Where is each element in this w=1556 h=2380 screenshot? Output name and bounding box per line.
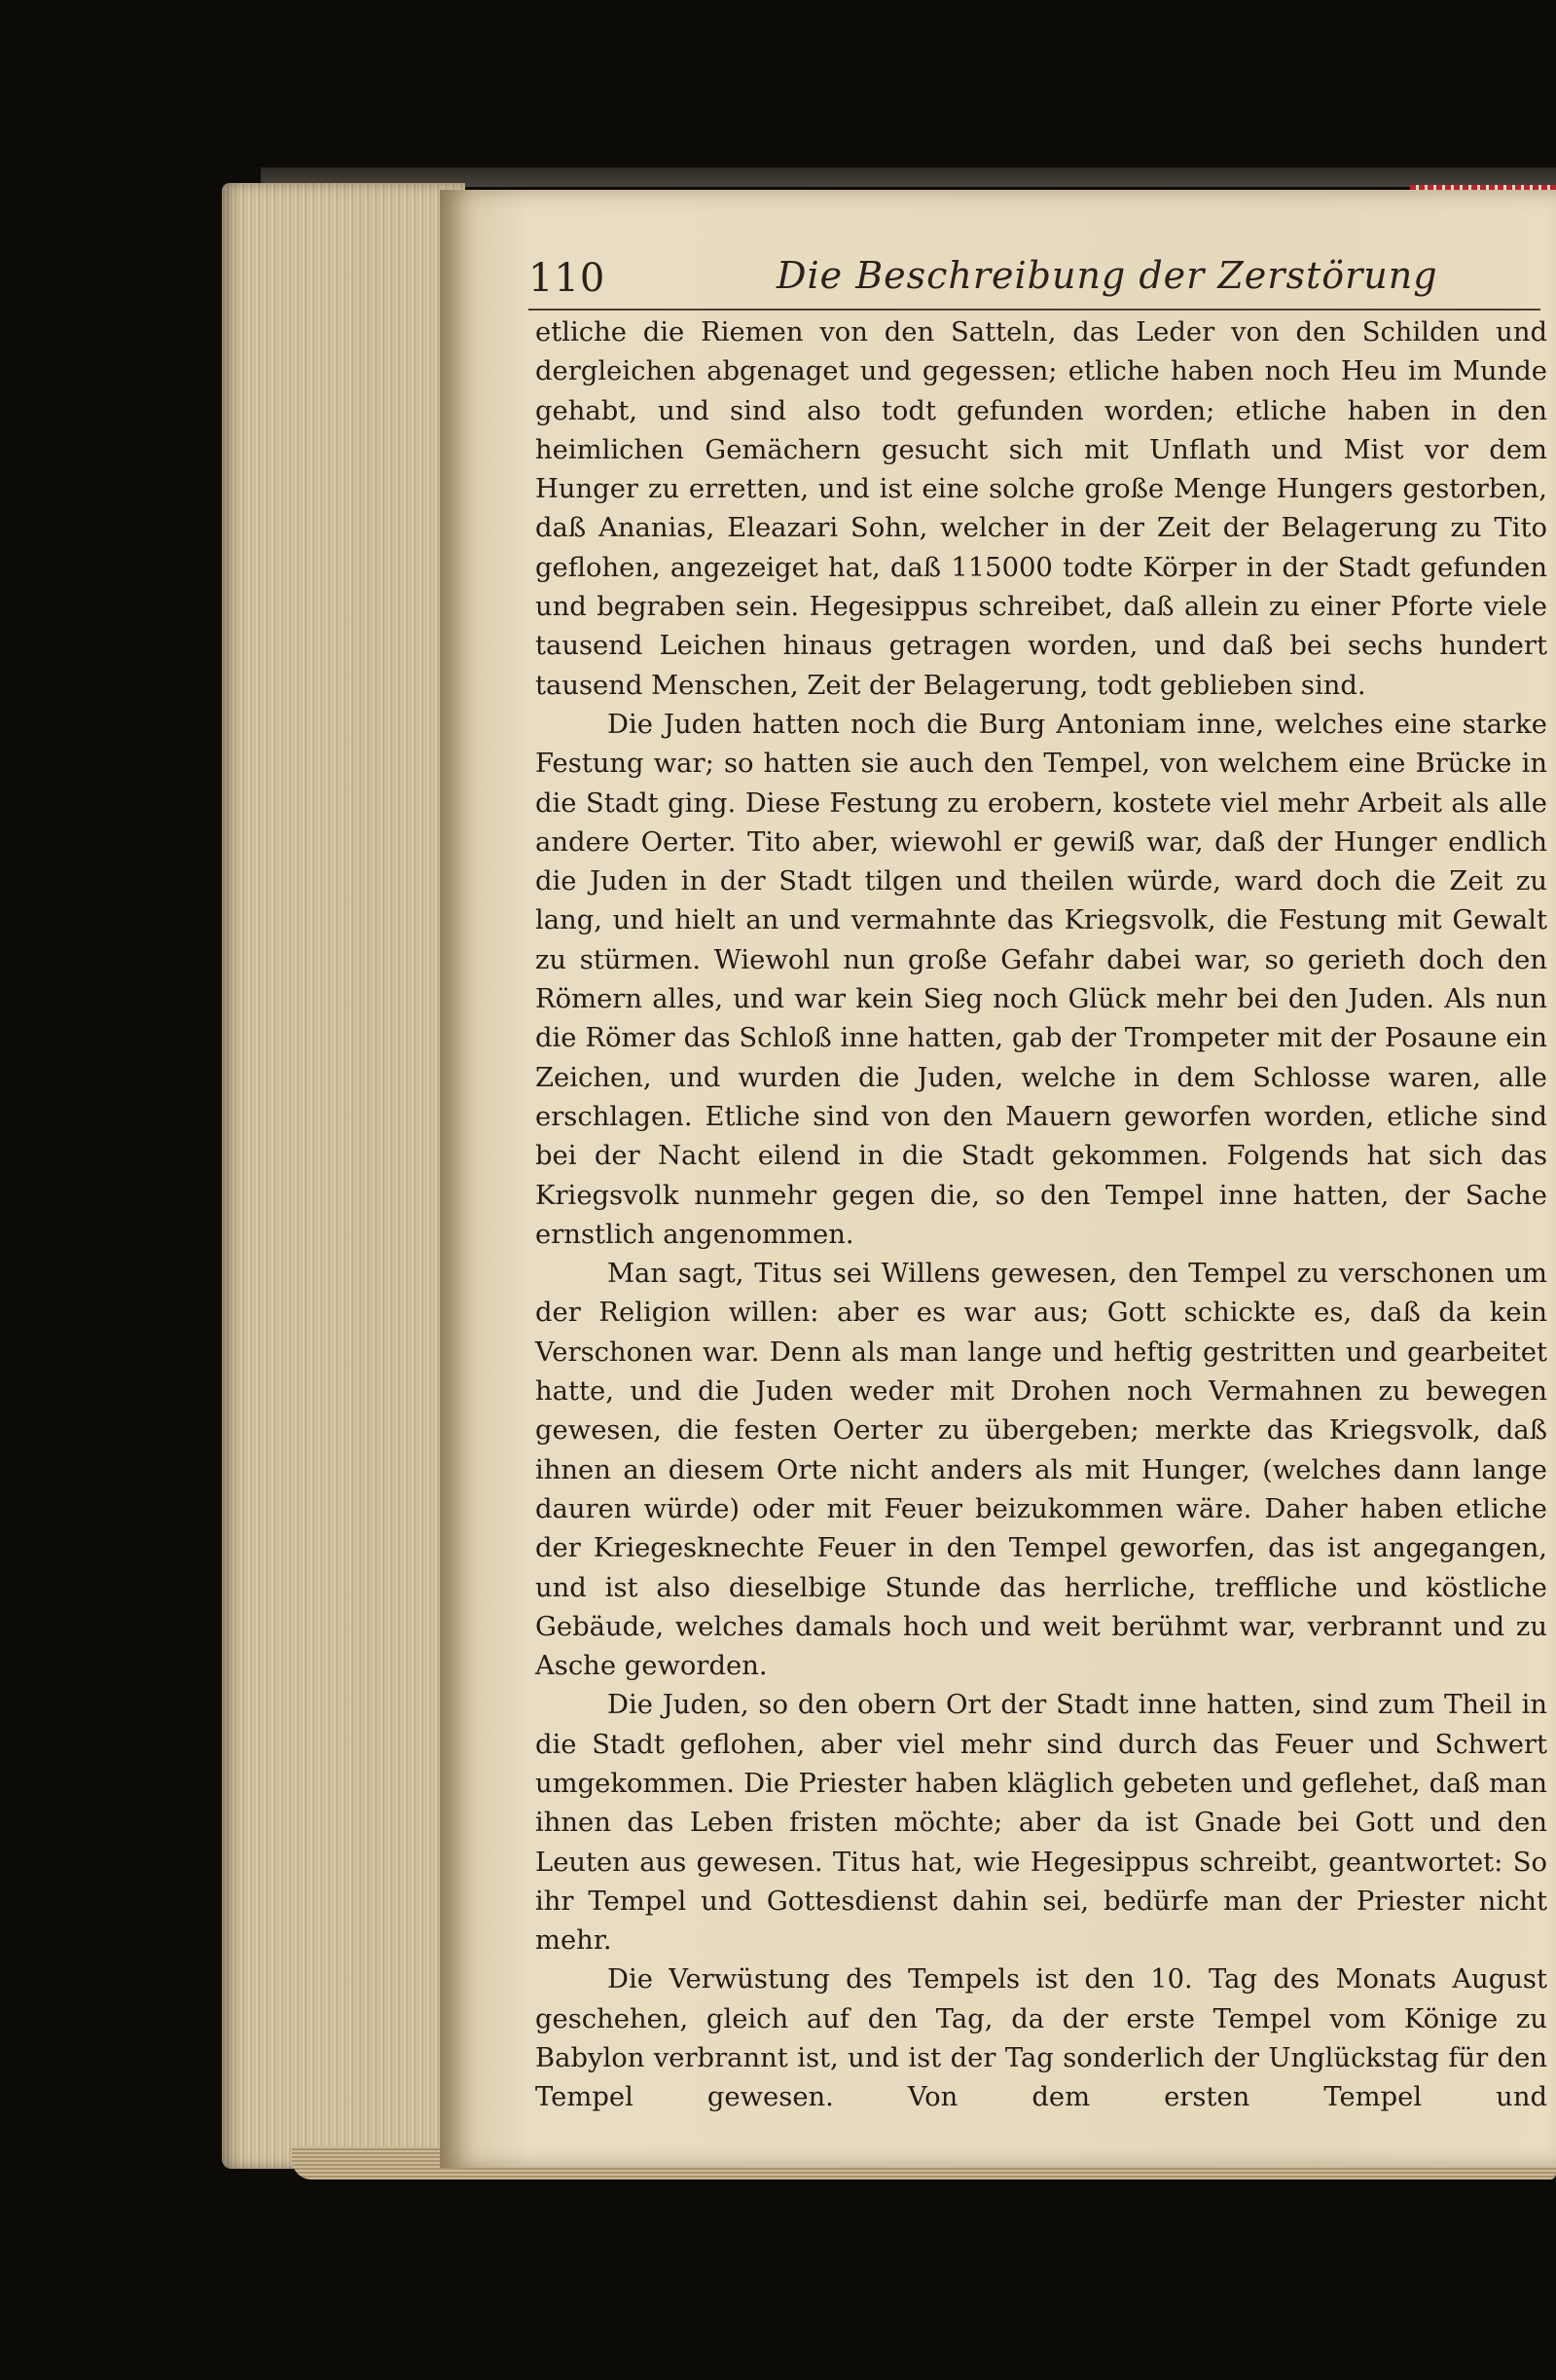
paragraph: Man sagt, Titus sei Willens gewesen, den Tempel zu verschonen um der Religion willen: aber es war aus; Gott schickte es, daß da kein Verschonen war. Denn als man lange und heftig gestritten und gearbeitet hatte, und die Juden weder mit Drohen noch Vermahnen zu bewegen gewesen, die festen Oerter zu übergeben; merkte das Kriegsvolk, daß ihnen an diesem Orte nicht anders als mit Hunger, (welches dann lange dauren würde) oder mit Feuer beizukommen wäre. Daher haben etliche der Kriegesknechte Feuer in den Tempel geworfen, das ist angegangen, und ist also dieselbige Stunde das herrliche, treffliche und köstliche Gebäude, welches damals hoch und weit berühmt war, verbrannt und zu Asche geworden. [535,1259,1547,1682]
paragraph: etliche die Riemen von den Satteln, das Leder von den Schilden und dergleichen abgenaget und gegessen; etliche haben noch Heu im Munde gehabt, und sind also todt gefunden worden; etliche haben in den heimlichen Gemächern gesucht sich mit Unflath und Mist vor dem Hunger zu erretten, und ist eine solche große Menge Hungers gestorben, daß Ananias, Eleazari Sohn, welcher in der Zeit der Belagerung zu Tito geflohen, angezeiget hat, daß 115000 todte Körper in der Stadt gefunden und begraben sein. Hegesippus schreibet, daß allein zu einer Pforte viele tausend Leichen hinaus getragen worden, und daß bei sechs hundert tausend Menschen, Zeit der Belagerung, todt geblieben sind. [535,317,1547,701]
page-number: 110 [528,256,606,301]
body-text [535,313,1547,2118]
page-header [528,248,1540,311]
paragraph: Die Juden, so den obern Ort der Stadt inne hatten, sind zum Theil in die Stadt geflohen, aber viel mehr sind durch das Feuer und Schwert umgekommen. Die Priester haben kläglich gebeten und geflehet, daß man ihnen das Leben fristen möchte; aber da ist Gnade bei Gott und den Leuten aus gewesen. Titus hat, wie Hegesippus schreibt, geantwortet: So ihr Tempel und Gottesdienst dahin sei, bedürfe man der Priester nicht mehr. [535,1690,1547,1957]
page-stack-edge [222,183,465,2169]
running-head: Die Beschreibung der Zerstörung [777,254,1438,297]
paragraph: Die Juden hatten noch die Burg Antoniam inne, welches eine starke Festung war; so hatten sie auch den Tempel, von welchem eine Brücke in die Stadt ging. Diese Festung zu erobern, kostete viel mehr Arbeit als alle andere Oerter. Tito aber, wiewohl er gewiß war, daß der Hunger endlich die Juden in der Stadt tilgen und theilen würde, ward doch die Zeit zu lang, und hielt an und vermahnte das Kriegsvolk, die Festung mit Gewalt zu stürmen. Wiewohl nun große Gefahr dabei war, so gerieth doch den Römern alles, und war kein Sieg noch Glück mehr bei den Juden. Als nun die Römer das Schloß inne hatten, gab der Trompeter mit der Posaune ein Zeichen, und wurden die Juden, welche in dem Schlosse waren, alle erschlagen. Etliche sind von den Mauern geworfen worden, etliche sind bei der Nacht eilend in die Stadt gekommen. Folgends hat sich das Kriegsvolk nunmehr gegen die, so den Tempel inne hatten, der Sache ernstlich angenommen. [535,709,1547,1250]
header-rule [528,309,1540,311]
paragraph: Die Verwüstung des Tempels ist den 10. Tag des Monats August geschehen, gleich auf den Tag, da der erste Tempel vom Könige zu Babylon verbrannt ist, und ist der Tag sonderlich der Unglückstag für den Tempel gewesen. Von dem ersten Tempel und [535,1964,1547,2113]
